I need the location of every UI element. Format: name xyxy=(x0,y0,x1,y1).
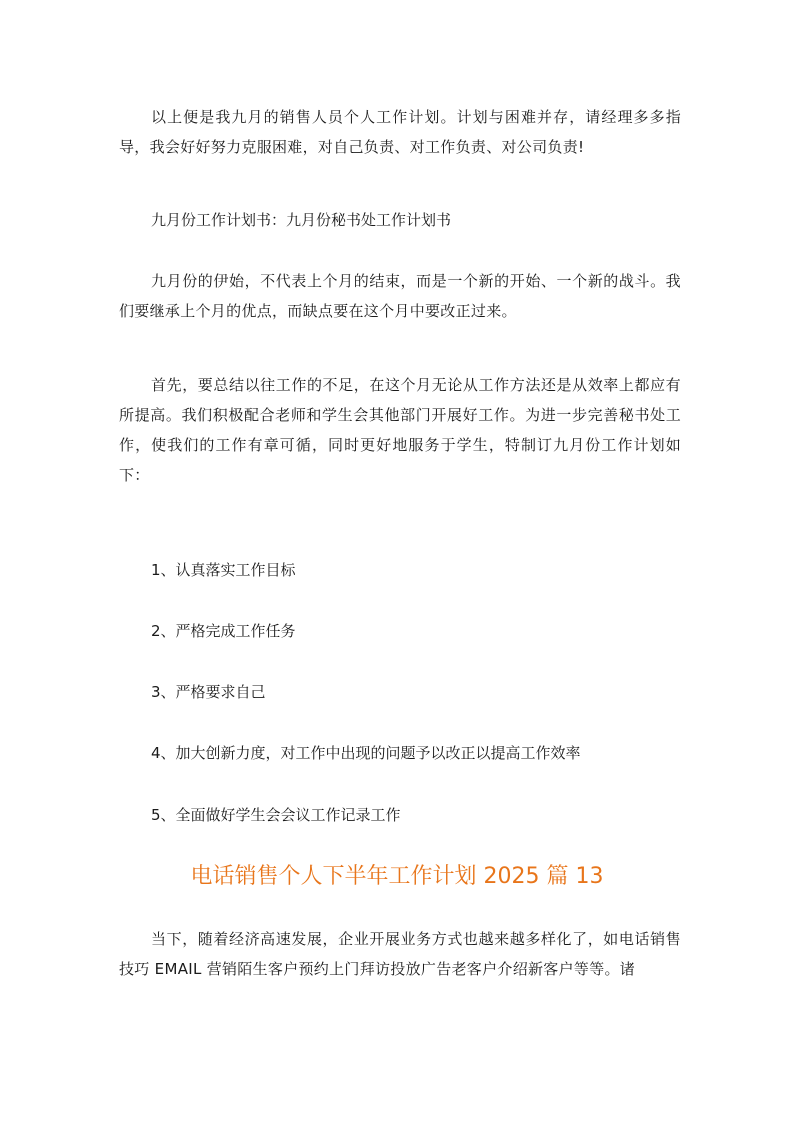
list-item: 2、严格完成工作任务 xyxy=(151,622,296,640)
list-item: 3、严格要求自己 xyxy=(151,683,266,701)
list-item: 1、认真落实工作目标 xyxy=(151,561,296,579)
paragraph-plan-title: 九月份工作计划书：九月份秘书处工作计划书 xyxy=(151,211,452,229)
list-item: 5、全面做好学生会会议工作记录工作 xyxy=(151,806,401,824)
section-heading: 电话销售个人下半年工作计划 2025 篇 13 xyxy=(190,864,604,889)
paragraph-september-intro: 九月份的伊始，不代表上个月的结束，而是一个新的开始、一个新的战斗。我们要继承上个月的优点，而缺点要在这个月中要改正过来。 xyxy=(119,272,681,320)
paragraph-plan-details: 首先，要总结以往工作的不足，在这个月无论从工作方法还是从效率上都应有所提高。我们积极配合老师和学生会其他部门开展好工作。为进一步完善秘书处工作，使我们的工作有章可循，同时更好地服务于学生，特制订九月份工作计划如下： xyxy=(119,376,681,484)
paragraph-phone-sales-intro: 当下，随着经济高速发展，企业开展业务方式也越来越多样化了，如电话销售技巧 EMAIL 营销陌生客户预约上门拜访投放广告老客户介绍新客户等等。诸 xyxy=(119,930,681,978)
paragraph-sales-plan-closing: 以上便是我九月的销售人员个人工作计划。计划与困难并存，请经理多多指导，我会好好努力克服困难，对自己负责、对工作负责、对公司负责! xyxy=(119,108,681,156)
list-item: 4、加大创新力度，对工作中出现的问题予以改正以提高工作效率 xyxy=(151,744,581,762)
